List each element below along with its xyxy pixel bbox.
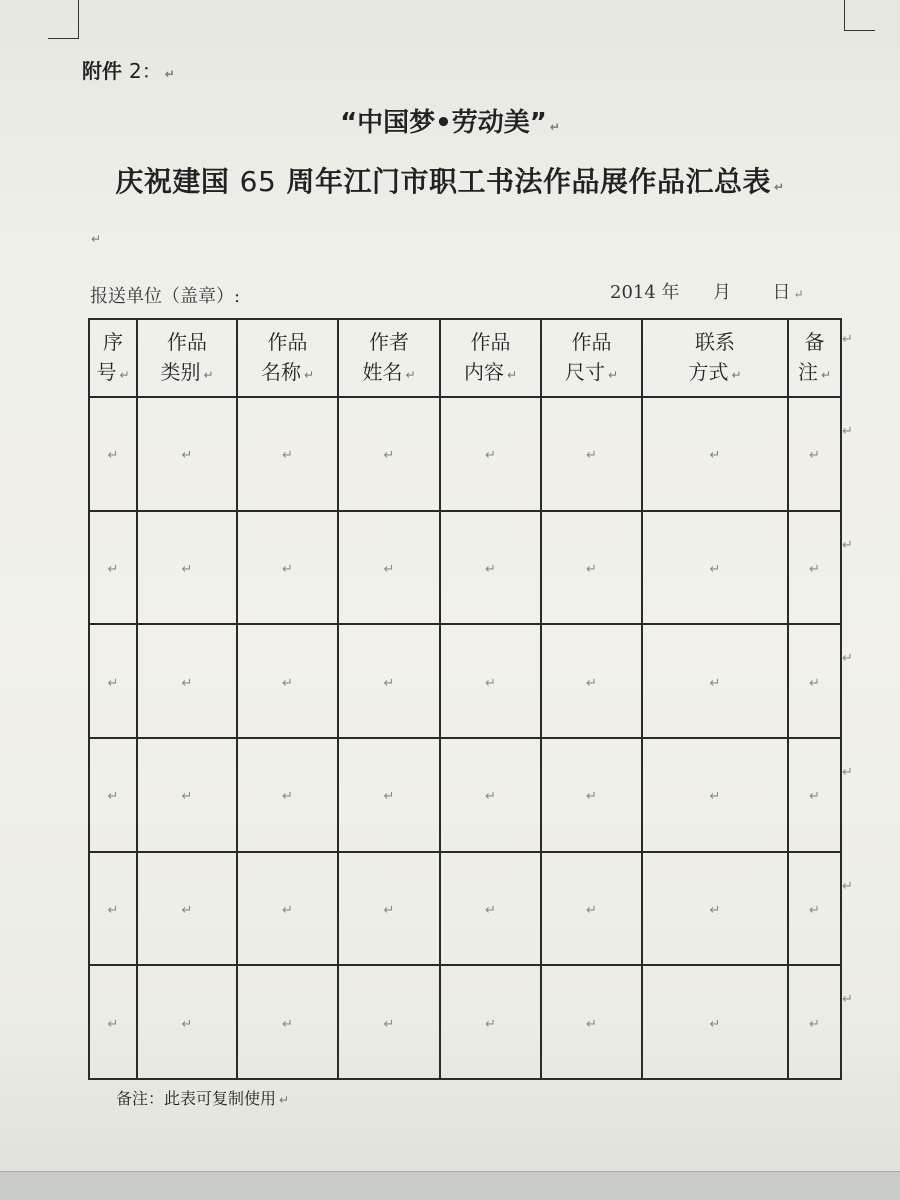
table-row — [89, 965, 841, 1079]
table-cell[interactable]: ↵ — [541, 511, 642, 625]
table-cell[interactable]: ↵ — [137, 965, 237, 1079]
table-cell[interactable]: ↵ — [89, 738, 137, 852]
table-cell[interactable]: ↵ — [89, 965, 137, 1079]
header-cell: 作品 名称 ↵ — [237, 319, 338, 397]
row-end-mark: ↵ — [842, 878, 853, 894]
table-row — [89, 738, 841, 852]
table-cell[interactable]: ↵ — [788, 511, 841, 625]
table-cell[interactable]: ↵ — [788, 397, 841, 511]
header-cell: 作者 姓名 ↵ — [338, 319, 440, 397]
header-cell: 序 号 ↵ — [89, 319, 137, 397]
paragraph-mark: ↵ — [91, 232, 102, 246]
table-cell[interactable]: ↵ — [237, 965, 338, 1079]
table-cell[interactable]: ↵ — [338, 397, 440, 511]
table-cell[interactable]: ↵ — [642, 511, 788, 625]
table-cell[interactable]: ↵ — [89, 852, 137, 966]
row-end-mark: ↵ — [842, 765, 853, 780]
submitting-unit-label: 报送单位（盖章）: — [90, 286, 241, 307]
header-cell: 作品 类别 ↵ — [137, 319, 237, 397]
table-cell[interactable]: ↵ — [440, 511, 541, 625]
table-cell[interactable]: ↵ — [440, 738, 541, 852]
table-cell[interactable]: ↵ — [541, 738, 642, 852]
table-cell[interactable]: ↵ — [137, 397, 237, 511]
row-end-mark: ↵ — [842, 651, 853, 667]
table-row — [89, 624, 841, 738]
table-cell[interactable]: ↵ — [338, 965, 440, 1079]
row-end-mark: ↵ — [842, 424, 853, 439]
header-cell: 作品 内容 ↵ — [440, 319, 541, 397]
table-cell[interactable]: ↵ — [237, 511, 338, 625]
title-slogan: “中国梦•劳动美” ↵ — [340, 108, 560, 138]
table-header-row — [89, 319, 841, 397]
table-cell[interactable]: ↵ — [440, 624, 541, 738]
table-cell[interactable]: ↵ — [642, 738, 788, 852]
table-cell[interactable]: ↵ — [137, 738, 237, 852]
table-cell[interactable]: ↵ — [440, 397, 541, 511]
table-cell[interactable]: ↵ — [338, 624, 440, 738]
table-cell[interactable]: ↵ — [788, 965, 841, 1079]
title-main: 庆祝建国 65 周年江门市职工书法作品展作品汇总表 ↵ — [115, 165, 785, 198]
table-cell[interactable]: ↵ — [642, 965, 788, 1079]
date-line: 2014 年 月 日 ↵ — [610, 282, 804, 303]
table-cell[interactable]: ↵ — [237, 852, 338, 966]
table-cell[interactable]: ↵ — [237, 624, 338, 738]
table-cell[interactable]: ↵ — [137, 511, 237, 625]
table-cell[interactable]: ↵ — [541, 965, 642, 1079]
crop-mark-top-right — [844, 0, 875, 31]
table-cell[interactable]: ↵ — [642, 624, 788, 738]
table-cell[interactable]: ↵ — [788, 852, 841, 966]
table-cell[interactable]: ↵ — [338, 852, 440, 966]
table-cell[interactable]: ↵ — [338, 511, 440, 625]
summary-table — [88, 318, 842, 1080]
header-cell: 联系 方式 ↵ — [642, 319, 788, 397]
header-cell: 备 注 ↵ — [788, 319, 841, 397]
row-end-mark: ↵ — [842, 992, 853, 1008]
row-end-mark: ↵ — [842, 537, 853, 553]
header-cell: 作品 尺寸 ↵ — [541, 319, 642, 397]
table-cell[interactable]: ↵ — [541, 397, 642, 511]
table-row — [89, 397, 841, 511]
table-cell[interactable]: ↵ — [642, 397, 788, 511]
table-cell[interactable]: ↵ — [237, 397, 338, 511]
table-row — [89, 852, 841, 966]
table-cell[interactable]: ↵ — [788, 624, 841, 738]
table-cell[interactable]: ↵ — [338, 738, 440, 852]
table-cell[interactable]: ↵ — [137, 852, 237, 966]
table-cell[interactable]: ↵ — [642, 852, 788, 966]
table-row — [89, 511, 841, 625]
table-cell[interactable]: ↵ — [89, 397, 137, 511]
table-cell[interactable]: ↵ — [89, 511, 137, 625]
table-cell[interactable]: ↵ — [137, 624, 237, 738]
table-cell[interactable]: ↵ — [440, 965, 541, 1079]
crop-mark-top-left — [48, 0, 79, 39]
table-cell[interactable]: ↵ — [541, 852, 642, 966]
table-cell[interactable]: ↵ — [788, 738, 841, 852]
footnote: 备注：此表可复制使用 ↵ — [116, 1089, 290, 1108]
table-cell[interactable]: ↵ — [440, 852, 541, 966]
table-cell[interactable]: ↵ — [541, 624, 642, 738]
table-cell[interactable]: ↵ — [237, 738, 338, 852]
row-end-mark: ↵ — [842, 332, 853, 347]
status-bar — [0, 1171, 900, 1200]
attachment-label: 附件 2： ↵ — [82, 59, 175, 83]
table-cell[interactable]: ↵ — [89, 624, 137, 738]
